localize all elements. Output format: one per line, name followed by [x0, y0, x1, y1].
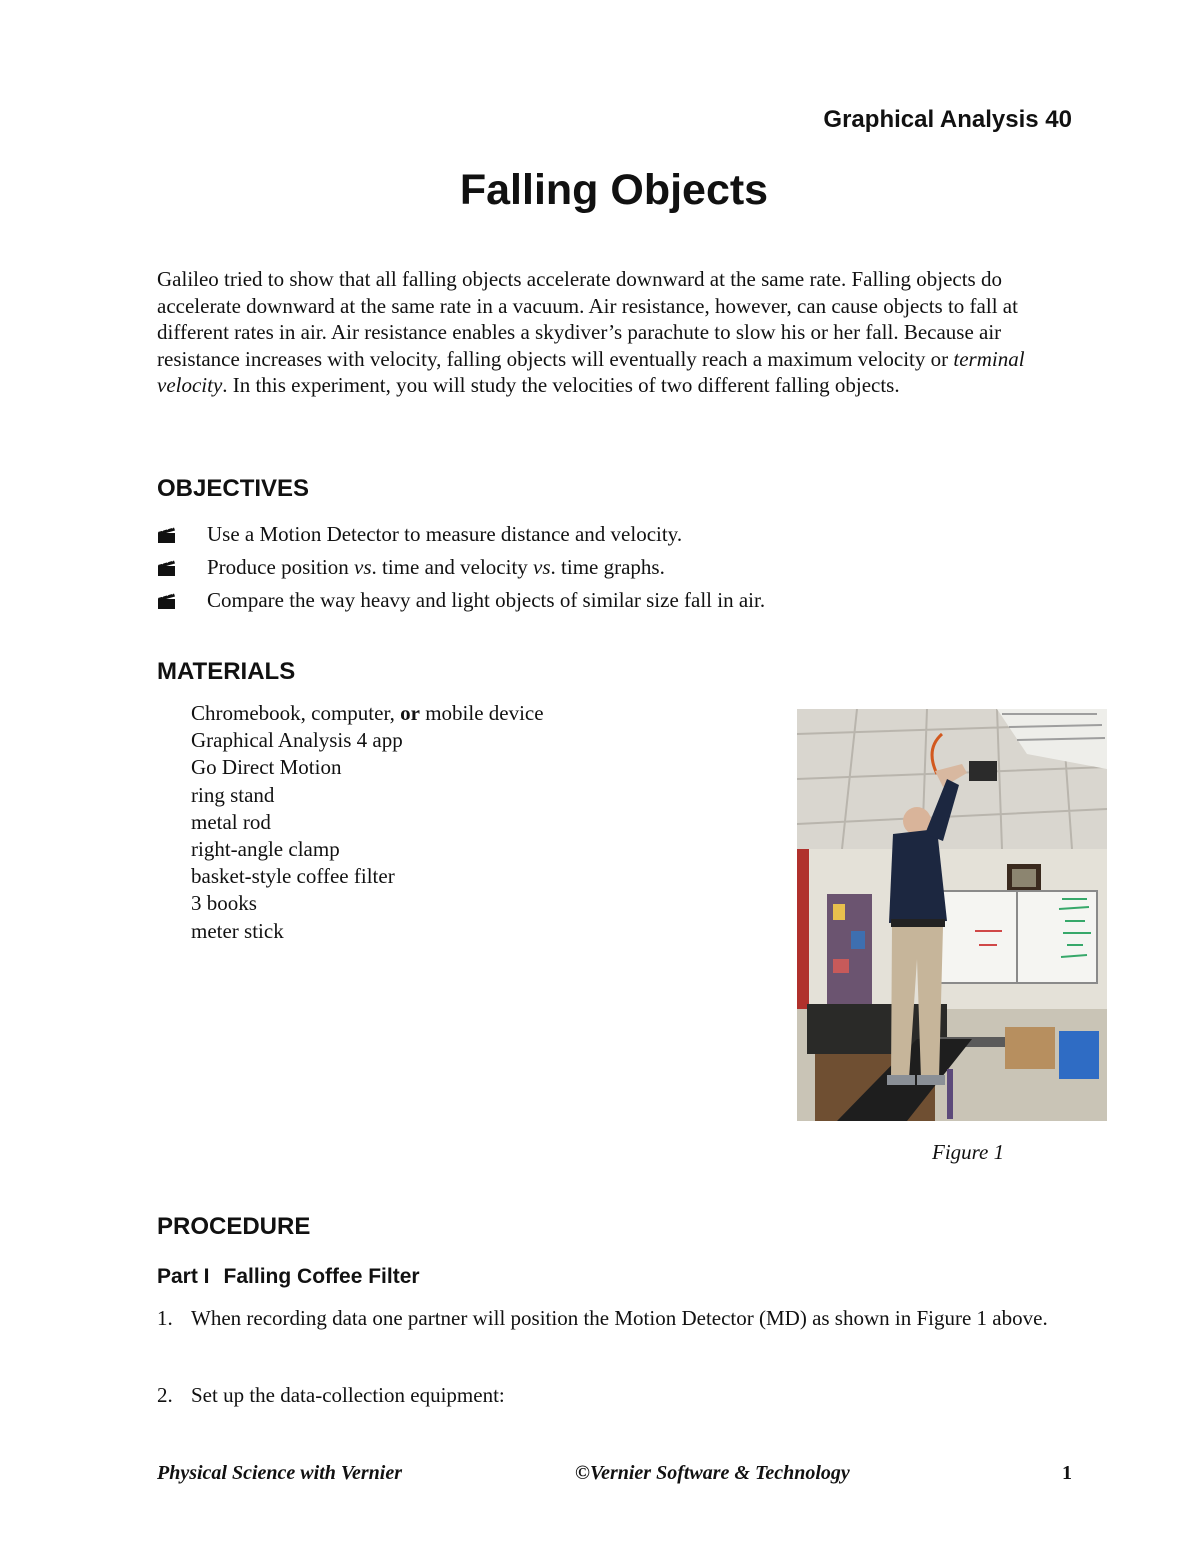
objectives-heading: OBJECTIVES — [157, 475, 310, 502]
list-item: 3 books — [191, 891, 257, 916]
list-item: right-angle clamp — [191, 836, 340, 861]
list-item: Go Direct Motion — [191, 755, 342, 780]
list-item — [157, 584, 765, 617]
clapperboard-icon — [157, 592, 207, 610]
list-item: meter stick — [191, 918, 284, 943]
objective-text: Compare the way heavy and light objects of similar size fall in air. — [207, 588, 766, 612]
figure-photo — [797, 709, 1107, 1121]
figure-caption: Figure 1 — [932, 1140, 1005, 1164]
list-item: Chromebook, computer, or mobile device — [191, 701, 544, 725]
step-number: 2. — [157, 1383, 173, 1407]
page-number: 1 — [1062, 1462, 1072, 1484]
list-item — [157, 551, 765, 584]
step-text: Set up the data-collection equipment: — [191, 1383, 505, 1407]
objective-text: Produce position vs. time and velocity vs. time graphs. — [207, 555, 665, 579]
part-title: Falling Coffee Filter — [223, 1265, 420, 1288]
footer-book-title: Physical Science with Vernier — [157, 1462, 402, 1484]
list-item: ring stand — [191, 782, 275, 807]
list-item: basket-style coffee filter — [191, 864, 395, 889]
materials-heading: MATERIALS — [157, 658, 296, 685]
list-item: Graphical Analysis 4 app — [191, 728, 403, 753]
footer-copyright: ©Vernier Software & Technology — [575, 1462, 850, 1484]
objective-text: Use a Motion Detector to measure distance and velocity. — [207, 522, 683, 546]
materials-list — [191, 700, 544, 945]
clapperboard-icon — [157, 559, 207, 577]
procedure-step — [157, 1382, 1087, 1409]
part-heading — [157, 1265, 420, 1289]
step-text: When recording data one partner will position the Motion Detector (MD) as shown in Figure 1 above. — [191, 1306, 1048, 1330]
intro-emphasis: terminal velocity — [157, 346, 1025, 398]
intro-text-end: . In this experiment, you will study the velocities of two different falling objects. — [222, 373, 900, 398]
page-title: Falling Objects — [459, 166, 769, 214]
intro-text: Galileo tried to show that all falling objects accelerate downward at the same rate. Falling objects do accelerate downward at the same rate in a vacuum. Air resistance, however, can cause objects to fall at different rates in air. Air resistance enables a skydiver’s parachute to slow his or her fall. Because air resistance increases with velocity, falling objects will eventually reach a maximum velocity or — [157, 267, 1018, 371]
list-item: metal rod — [191, 809, 271, 834]
procedure-heading: PROCEDURE — [157, 1213, 311, 1240]
header-label: Graphical Analysis 40 — [823, 106, 1072, 133]
intro-paragraph — [157, 266, 1087, 399]
list-item — [157, 518, 765, 551]
procedure-step — [157, 1305, 1087, 1332]
clapperboard-icon — [157, 526, 207, 544]
step-number: 1. — [157, 1306, 173, 1330]
part-number: Part I — [157, 1265, 210, 1288]
objectives-list — [157, 518, 765, 617]
